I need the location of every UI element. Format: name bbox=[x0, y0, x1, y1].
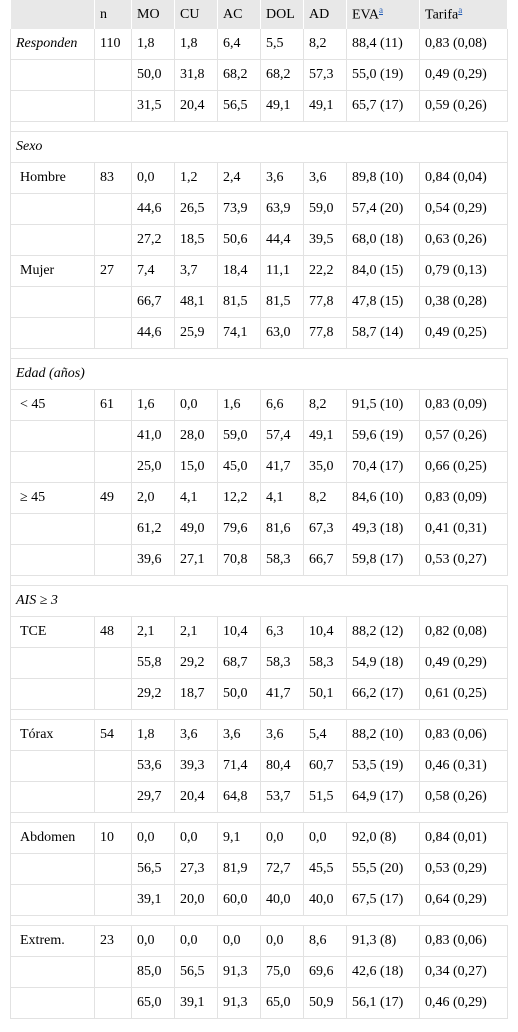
table-cell: 64,8 bbox=[218, 782, 261, 813]
table-row bbox=[11, 854, 508, 885]
table-cell: 50,0 bbox=[218, 679, 261, 710]
row-label: ≥ 45 bbox=[11, 483, 95, 514]
table-row bbox=[11, 514, 508, 545]
table-cell: 49,0 bbox=[175, 514, 218, 545]
table-cell: 66,7 bbox=[304, 545, 347, 576]
row-label bbox=[11, 452, 95, 483]
table-cell: 18,5 bbox=[175, 225, 218, 256]
table-cell: 57,4 bbox=[261, 421, 304, 452]
table-cell: 66,2 (17) bbox=[347, 679, 420, 710]
table-cell: 65,0 bbox=[261, 988, 304, 1019]
table-cell: 0,79 (0,13) bbox=[420, 256, 508, 287]
table-cell: 81,5 bbox=[261, 287, 304, 318]
table-row bbox=[11, 163, 508, 194]
table-cell: 0,61 (0,25) bbox=[420, 679, 508, 710]
row-label: Hombre bbox=[11, 163, 95, 194]
row-label bbox=[11, 648, 95, 679]
table-cell: 56,1 (17) bbox=[347, 988, 420, 1019]
row-n: 10 bbox=[95, 823, 132, 854]
table-body bbox=[11, 29, 508, 1019]
table-cell: 0,83 (0,08) bbox=[420, 29, 508, 60]
table-cell: 1,6 bbox=[218, 390, 261, 421]
footnote-link[interactable]: a bbox=[378, 5, 383, 16]
row-label bbox=[11, 854, 95, 885]
table-cell: 81,9 bbox=[218, 854, 261, 885]
table-cell: 92,0 (8) bbox=[347, 823, 420, 854]
table-cell: 61,2 bbox=[132, 514, 175, 545]
table-cell: 29,7 bbox=[132, 782, 175, 813]
row-n bbox=[95, 957, 132, 988]
table-cell: 88,2 (12) bbox=[347, 617, 420, 648]
table-row bbox=[11, 885, 508, 916]
table-cell: 27,3 bbox=[175, 854, 218, 885]
row-label bbox=[11, 545, 95, 576]
table-cell: 20,0 bbox=[175, 885, 218, 916]
section-separator bbox=[11, 122, 508, 132]
row-label bbox=[11, 91, 95, 122]
table-cell: 4,1 bbox=[261, 483, 304, 514]
table-cell: 6,4 bbox=[218, 29, 261, 60]
table-cell: 11,1 bbox=[261, 256, 304, 287]
table-cell: 10,4 bbox=[304, 617, 347, 648]
table-cell: 44,6 bbox=[132, 318, 175, 349]
table-cell: 55,8 bbox=[132, 648, 175, 679]
section-separator bbox=[11, 349, 508, 359]
table-cell: 12,2 bbox=[218, 483, 261, 514]
table-cell: 88,2 (10) bbox=[347, 720, 420, 751]
section-heading-row bbox=[11, 359, 508, 390]
section-heading: Sexo bbox=[11, 132, 508, 163]
footnote-link[interactable]: a bbox=[458, 5, 463, 16]
table-cell: 28,0 bbox=[175, 421, 218, 452]
table-cell: 69,6 bbox=[304, 957, 347, 988]
results-table bbox=[10, 0, 508, 1019]
table-cell: 56,5 bbox=[218, 91, 261, 122]
row-n bbox=[95, 885, 132, 916]
table-cell: 0,38 (0,28) bbox=[420, 287, 508, 318]
table-cell: 1,6 bbox=[132, 390, 175, 421]
table-row bbox=[11, 452, 508, 483]
table-cell: 8,2 bbox=[304, 483, 347, 514]
table-cell: 60,0 bbox=[218, 885, 261, 916]
table-cell: 39,1 bbox=[132, 885, 175, 916]
row-label bbox=[11, 782, 95, 813]
table-cell: 0,0 bbox=[132, 163, 175, 194]
row-label: < 45 bbox=[11, 390, 95, 421]
row-n bbox=[95, 287, 132, 318]
row-n: 110 bbox=[95, 29, 132, 60]
table-cell: 29,2 bbox=[175, 648, 218, 679]
table-cell: 68,7 bbox=[218, 648, 261, 679]
row-label: Abdomen bbox=[11, 823, 95, 854]
table-cell: 0,64 (0,29) bbox=[420, 885, 508, 916]
table-row bbox=[11, 926, 508, 957]
table-cell: 27,2 bbox=[132, 225, 175, 256]
table-cell: 53,7 bbox=[261, 782, 304, 813]
table-cell: 84,0 (15) bbox=[347, 256, 420, 287]
table-row bbox=[11, 483, 508, 514]
row-n bbox=[95, 318, 132, 349]
table-cell: 91,3 bbox=[218, 957, 261, 988]
table-cell: 8,2 bbox=[304, 29, 347, 60]
section-heading: AIS ≥ 3 bbox=[11, 586, 508, 617]
table-row bbox=[11, 421, 508, 452]
table-cell: 50,0 bbox=[132, 60, 175, 91]
table-row bbox=[11, 751, 508, 782]
table-cell: 68,2 bbox=[218, 60, 261, 91]
row-label: TCE bbox=[11, 617, 95, 648]
table-cell: 81,5 bbox=[218, 287, 261, 318]
table-cell: 15,0 bbox=[175, 452, 218, 483]
row-label bbox=[11, 679, 95, 710]
table-row bbox=[11, 617, 508, 648]
table-cell: 88,4 (11) bbox=[347, 29, 420, 60]
table-cell: 0,0 bbox=[304, 823, 347, 854]
table-cell: 20,4 bbox=[175, 91, 218, 122]
table-cell: 50,9 bbox=[304, 988, 347, 1019]
row-label bbox=[11, 194, 95, 225]
table-cell: 1,2 bbox=[175, 163, 218, 194]
row-label bbox=[11, 421, 95, 452]
table-row bbox=[11, 782, 508, 813]
row-label bbox=[11, 885, 95, 916]
table-cell: 49,1 bbox=[261, 91, 304, 122]
table-cell: 0,41 (0,31) bbox=[420, 514, 508, 545]
table-cell: 49,3 (18) bbox=[347, 514, 420, 545]
table-cell: 48,1 bbox=[175, 287, 218, 318]
table-cell: 2,1 bbox=[175, 617, 218, 648]
row-n: 83 bbox=[95, 163, 132, 194]
row-n bbox=[95, 421, 132, 452]
table-cell: 10,4 bbox=[218, 617, 261, 648]
table-cell: 0,0 bbox=[175, 390, 218, 421]
table-cell: 0,54 (0,29) bbox=[420, 194, 508, 225]
table-cell: 58,3 bbox=[261, 545, 304, 576]
header-cu: CU bbox=[175, 0, 218, 29]
table-cell: 39,3 bbox=[175, 751, 218, 782]
table-cell: 0,46 (0,29) bbox=[420, 988, 508, 1019]
table-row bbox=[11, 318, 508, 349]
table-row bbox=[11, 225, 508, 256]
table-cell: 0,0 bbox=[132, 823, 175, 854]
table-cell: 55,0 (19) bbox=[347, 60, 420, 91]
table-cell: 60,7 bbox=[304, 751, 347, 782]
table-cell: 42,6 (18) bbox=[347, 957, 420, 988]
table-cell: 9,1 bbox=[218, 823, 261, 854]
table-cell: 0,83 (0,06) bbox=[420, 926, 508, 957]
table-cell: 8,2 bbox=[304, 390, 347, 421]
table-cell: 31,8 bbox=[175, 60, 218, 91]
table-cell: 57,4 (20) bbox=[347, 194, 420, 225]
table-cell: 89,8 (10) bbox=[347, 163, 420, 194]
row-label bbox=[11, 60, 95, 91]
table-cell: 49,1 bbox=[304, 421, 347, 452]
table-cell: 0,0 bbox=[261, 926, 304, 957]
table-cell: 0,49 (0,29) bbox=[420, 648, 508, 679]
table-cell: 79,6 bbox=[218, 514, 261, 545]
table-cell: 39,1 bbox=[175, 988, 218, 1019]
section-separator bbox=[11, 576, 508, 586]
table-cell: 0,58 (0,26) bbox=[420, 782, 508, 813]
row-n: 27 bbox=[95, 256, 132, 287]
row-n bbox=[95, 854, 132, 885]
table-cell: 91,3 bbox=[218, 988, 261, 1019]
row-n: 49 bbox=[95, 483, 132, 514]
table-cell: 68,0 (18) bbox=[347, 225, 420, 256]
table-cell: 25,9 bbox=[175, 318, 218, 349]
table-cell: 71,4 bbox=[218, 751, 261, 782]
table-cell: 59,8 (17) bbox=[347, 545, 420, 576]
table-cell: 63,0 bbox=[261, 318, 304, 349]
header-n: n bbox=[95, 0, 132, 29]
table-cell: 0,0 bbox=[218, 926, 261, 957]
table-row bbox=[11, 29, 508, 60]
row-n bbox=[95, 514, 132, 545]
table-cell: 3,6 bbox=[261, 163, 304, 194]
table-cell: 59,0 bbox=[304, 194, 347, 225]
table-cell: 5,5 bbox=[261, 29, 304, 60]
table-cell: 47,8 (15) bbox=[347, 287, 420, 318]
header-dol: DOL bbox=[261, 0, 304, 29]
table-cell: 91,3 (8) bbox=[347, 926, 420, 957]
table-cell: 58,3 bbox=[304, 648, 347, 679]
table-cell: 2,1 bbox=[132, 617, 175, 648]
row-n bbox=[95, 225, 132, 256]
section-heading: Edad (años) bbox=[11, 359, 508, 390]
table-cell: 53,5 (19) bbox=[347, 751, 420, 782]
table-cell: 41,0 bbox=[132, 421, 175, 452]
table-row bbox=[11, 91, 508, 122]
table-cell: 39,5 bbox=[304, 225, 347, 256]
row-label bbox=[11, 225, 95, 256]
table-cell: 0,0 bbox=[175, 823, 218, 854]
table-cell: 50,1 bbox=[304, 679, 347, 710]
table-cell: 0,66 (0,25) bbox=[420, 452, 508, 483]
table-cell: 73,9 bbox=[218, 194, 261, 225]
table-cell: 44,6 bbox=[132, 194, 175, 225]
row-n: 61 bbox=[95, 390, 132, 421]
table-cell: 50,6 bbox=[218, 225, 261, 256]
header-label bbox=[11, 0, 95, 29]
table-cell: 3,6 bbox=[304, 163, 347, 194]
table-cell: 63,9 bbox=[261, 194, 304, 225]
table-cell: 25,0 bbox=[132, 452, 175, 483]
table-cell: 0,57 (0,26) bbox=[420, 421, 508, 452]
row-n bbox=[95, 194, 132, 225]
table-cell: 4,1 bbox=[175, 483, 218, 514]
row-n bbox=[95, 452, 132, 483]
table-cell: 8,6 bbox=[304, 926, 347, 957]
table-cell: 27,1 bbox=[175, 545, 218, 576]
table-cell: 0,34 (0,27) bbox=[420, 957, 508, 988]
header-eva: EVA$^a$ bbox=[347, 0, 420, 29]
row-label: Tórax bbox=[11, 720, 95, 751]
table-cell: 1,8 bbox=[175, 29, 218, 60]
table-cell: 91,5 (10) bbox=[347, 390, 420, 421]
table-cell: 54,9 (18) bbox=[347, 648, 420, 679]
table-cell: 80,4 bbox=[261, 751, 304, 782]
table-cell: 35,0 bbox=[304, 452, 347, 483]
header-tarifa: Tarifa$^a$ bbox=[420, 0, 508, 29]
table-cell: 41,7 bbox=[261, 679, 304, 710]
row-n bbox=[95, 679, 132, 710]
row-label: Mujer bbox=[11, 256, 95, 287]
row-n: 54 bbox=[95, 720, 132, 751]
table-cell: 70,8 bbox=[218, 545, 261, 576]
table-cell: 7,4 bbox=[132, 256, 175, 287]
table-cell: 66,7 bbox=[132, 287, 175, 318]
table-cell: 18,7 bbox=[175, 679, 218, 710]
table-cell: 3,7 bbox=[175, 256, 218, 287]
row-n bbox=[95, 60, 132, 91]
table-cell: 0,84 (0,01) bbox=[420, 823, 508, 854]
table-cell: 45,0 bbox=[218, 452, 261, 483]
table-cell: 65,0 bbox=[132, 988, 175, 1019]
table-cell: 45,5 bbox=[304, 854, 347, 885]
table-cell: 67,5 (17) bbox=[347, 885, 420, 916]
table-row bbox=[11, 648, 508, 679]
table-cell: 77,8 bbox=[304, 318, 347, 349]
table-cell: 0,53 (0,27) bbox=[420, 545, 508, 576]
header-ac: AC bbox=[218, 0, 261, 29]
header-mo: MO bbox=[132, 0, 175, 29]
table-cell: 0,49 (0,29) bbox=[420, 60, 508, 91]
table-cell: 68,2 bbox=[261, 60, 304, 91]
row-label bbox=[11, 318, 95, 349]
table-cell: 5,4 bbox=[304, 720, 347, 751]
section-separator bbox=[11, 813, 508, 823]
section-heading-row bbox=[11, 586, 508, 617]
table-cell: 58,7 (14) bbox=[347, 318, 420, 349]
row-n bbox=[95, 648, 132, 679]
table-cell: 77,8 bbox=[304, 287, 347, 318]
table-cell: 3,6 bbox=[261, 720, 304, 751]
table-cell: 0,0 bbox=[261, 823, 304, 854]
table-cell: 3,6 bbox=[175, 720, 218, 751]
table-cell: 39,6 bbox=[132, 545, 175, 576]
row-label bbox=[11, 287, 95, 318]
table-cell: 41,7 bbox=[261, 452, 304, 483]
table-cell: 2,4 bbox=[218, 163, 261, 194]
section-heading-row bbox=[11, 132, 508, 163]
table-cell: 49,1 bbox=[304, 91, 347, 122]
row-n bbox=[95, 751, 132, 782]
table-cell: 0,53 (0,29) bbox=[420, 854, 508, 885]
table-row bbox=[11, 60, 508, 91]
table-cell: 85,0 bbox=[132, 957, 175, 988]
table-cell: 44,4 bbox=[261, 225, 304, 256]
table-cell: 0,0 bbox=[132, 926, 175, 957]
table-row bbox=[11, 720, 508, 751]
table-cell: 74,1 bbox=[218, 318, 261, 349]
table-cell: 53,6 bbox=[132, 751, 175, 782]
section-separator bbox=[11, 916, 508, 926]
table-cell: 2,0 bbox=[132, 483, 175, 514]
table-cell: 40,0 bbox=[304, 885, 347, 916]
table-cell: 1,8 bbox=[132, 720, 175, 751]
table-cell: 55,5 (20) bbox=[347, 854, 420, 885]
table-cell: 0,46 (0,31) bbox=[420, 751, 508, 782]
table-row bbox=[11, 194, 508, 225]
table-row bbox=[11, 988, 508, 1019]
table-cell: 81,6 bbox=[261, 514, 304, 545]
table-cell: 0,63 (0,26) bbox=[420, 225, 508, 256]
table-cell: 20,4 bbox=[175, 782, 218, 813]
table-cell: 6,3 bbox=[261, 617, 304, 648]
table-cell: 75,0 bbox=[261, 957, 304, 988]
row-n bbox=[95, 988, 132, 1019]
header-row bbox=[11, 0, 508, 29]
table-row bbox=[11, 957, 508, 988]
table-row bbox=[11, 390, 508, 421]
row-n: 48 bbox=[95, 617, 132, 648]
table-cell: 58,3 bbox=[261, 648, 304, 679]
table-cell: 65,7 (17) bbox=[347, 91, 420, 122]
table-cell: 1,8 bbox=[132, 29, 175, 60]
table-cell: 0,84 (0,04) bbox=[420, 163, 508, 194]
table-cell: 26,5 bbox=[175, 194, 218, 225]
row-label bbox=[11, 514, 95, 545]
row-n bbox=[95, 782, 132, 813]
table-row bbox=[11, 545, 508, 576]
table-cell: 56,5 bbox=[175, 957, 218, 988]
table-row bbox=[11, 679, 508, 710]
table-cell: 67,3 bbox=[304, 514, 347, 545]
row-label bbox=[11, 988, 95, 1019]
row-label bbox=[11, 751, 95, 782]
table-cell: 70,4 (17) bbox=[347, 452, 420, 483]
table-cell: 6,6 bbox=[261, 390, 304, 421]
row-label: Responden bbox=[11, 29, 95, 60]
row-label: Extrem. bbox=[11, 926, 95, 957]
table-cell: 0,83 (0,09) bbox=[420, 390, 508, 421]
table-cell: 59,6 (19) bbox=[347, 421, 420, 452]
table-cell: 22,2 bbox=[304, 256, 347, 287]
table-cell: 0,82 (0,08) bbox=[420, 617, 508, 648]
table-cell: 3,6 bbox=[218, 720, 261, 751]
table-row bbox=[11, 823, 508, 854]
table-cell: 72,7 bbox=[261, 854, 304, 885]
table-cell: 84,6 (10) bbox=[347, 483, 420, 514]
row-n bbox=[95, 545, 132, 576]
header-ad: AD bbox=[304, 0, 347, 29]
table-cell: 59,0 bbox=[218, 421, 261, 452]
row-label bbox=[11, 957, 95, 988]
table-cell: 0,59 (0,26) bbox=[420, 91, 508, 122]
table-cell: 0,49 (0,25) bbox=[420, 318, 508, 349]
table-cell: 40,0 bbox=[261, 885, 304, 916]
table-cell: 56,5 bbox=[132, 854, 175, 885]
table-cell: 57,3 bbox=[304, 60, 347, 91]
table-cell: 18,4 bbox=[218, 256, 261, 287]
row-n bbox=[95, 91, 132, 122]
table-cell: 51,5 bbox=[304, 782, 347, 813]
table-cell: 29,2 bbox=[132, 679, 175, 710]
row-n: 23 bbox=[95, 926, 132, 957]
table-cell: 31,5 bbox=[132, 91, 175, 122]
table-cell: 0,83 (0,09) bbox=[420, 483, 508, 514]
table-cell: 0,83 (0,06) bbox=[420, 720, 508, 751]
table-cell: 0,0 bbox=[175, 926, 218, 957]
table-row bbox=[11, 256, 508, 287]
table-cell: 64,9 (17) bbox=[347, 782, 420, 813]
section-separator bbox=[11, 710, 508, 720]
table-row bbox=[11, 287, 508, 318]
